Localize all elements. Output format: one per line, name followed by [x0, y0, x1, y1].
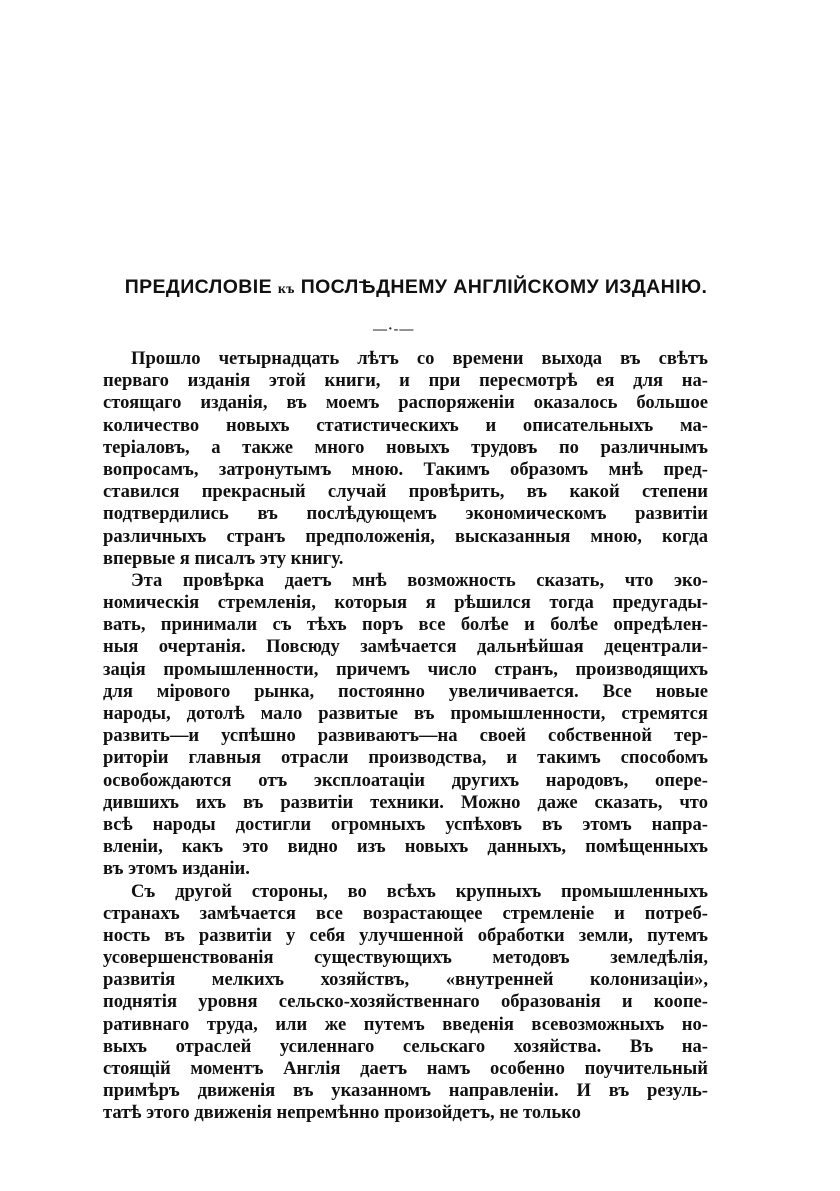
text-line: усовершенствованія существующихъ методовъ земледѣлія, [103, 947, 708, 969]
text-line: ставился прекрасный случай провѣрить, въ какой степени [103, 481, 708, 503]
text-line: вопросамъ, затронутымъ мною. Такимъ образомъ мнѣ пред- [103, 458, 708, 480]
text-line: стоящій моментъ Англія даетъ намъ особенно поучительный [103, 1058, 708, 1079]
paragraph [103, 348, 708, 570]
text-line: ративнаго труда, или же путемъ введенія всевозможныхъ но- [103, 1013, 708, 1035]
text-line: вать, принимали съ тѣхъ поръ все болѣе и болѣе опредѣлен- [103, 614, 708, 636]
text-line: зація промышленности, причемъ число странъ, производящихъ [103, 658, 708, 680]
text-line: всѣ народы достигли огромныхъ успѣховъ въ этомъ напра- [103, 813, 708, 835]
text-line: поднятія уровня сельско-хозяйственнаго образованія и коопе- [103, 991, 708, 1013]
text-line: примѣръ движенія въ указанномъ направленіи. И въ резуль- [103, 1080, 708, 1102]
text-line: выхъ отраслей усиленнаго сельскаго хозяйства. Въ на- [103, 1035, 708, 1057]
text-line: подтвердились въ послѣдующемъ экономическомъ развитіи [103, 503, 708, 525]
heading-main: ПРЕДИСЛОВІЕ [124, 276, 272, 298]
text-line: развитія мелкихъ хозяйствъ, «внутренней колонизаціи», [103, 969, 708, 991]
text-line: Съ другой стороны, во всѣхъ крупныхъ промышленныхъ [131, 880, 708, 902]
text-line: для мірового рынка, постоянно увеличивается. Все новые [103, 680, 708, 702]
text-line: ность въ развитіи у себя улучшенной обработки земли, путемъ [103, 924, 708, 946]
page-heading [96, 276, 736, 299]
paragraph [103, 570, 708, 881]
text-line: вленіи, какъ это видно изъ новыхъ данныхъ, помѣщенныхъ [103, 836, 708, 858]
heading-preposition: къ [277, 282, 295, 297]
text-line: татѣ этого движенія непремѣнно произойдетъ, не только [103, 1102, 581, 1124]
text-line: Эта провѣрка даетъ мнѣ возможность сказать, что эко- [131, 569, 708, 591]
text-line: номическія стремленія, которыя я рѣшился тогда предугады- [103, 592, 708, 614]
text-line: освобождаются отъ эксплоатаціи другихъ народовъ, опере- [103, 769, 708, 791]
text-line: риторіи главныя отрасли производства, и такимъ способомъ [103, 747, 708, 769]
heading-rest: ПОСЛѢДНЕМУ АНГЛІЙСКОМУ ИЗДАНІЮ. [300, 276, 708, 298]
text-line: ныя очертанія. Повсюду замѣчается дальнѣйшая децентрали- [103, 636, 708, 658]
text-line: впервые я писалъ эту книгу. [103, 547, 344, 569]
text-line: странахъ замѣчается все возрастающее стремленіе и потреб- [103, 902, 708, 924]
text-line: количество новыхъ статистическихъ и описательныхъ ма- [103, 414, 708, 436]
paragraph [103, 881, 708, 1125]
text-line: перваго изданія этой книги, и при пересмотрѣ ея для на- [103, 370, 708, 392]
text-line: въ этомъ изданіи. [103, 858, 250, 880]
body-text [103, 348, 708, 1125]
heading-ornament: —·-— [373, 322, 415, 337]
text-line: теріаловъ, а также много новыхъ трудовъ по различнымъ [103, 436, 708, 458]
text-line: Прошло четырнадцать лѣтъ со времени выхода въ свѣтъ [131, 348, 708, 369]
text-line: различныхъ странъ предположенія, высказанныя мною, когда [103, 525, 708, 547]
text-line: стоящаго изданія, въ моемъ распоряженіи оказалось большое [103, 392, 708, 414]
text-line: народы, дотолѣ мало развитые въ промышленности, стремятся [103, 703, 708, 724]
text-line: развить—и успѣшно развиваютъ—на своей собственной тер- [103, 725, 708, 747]
text-line: дившихъ ихъ въ развитіи техники. Можно даже сказать, что [103, 791, 708, 813]
